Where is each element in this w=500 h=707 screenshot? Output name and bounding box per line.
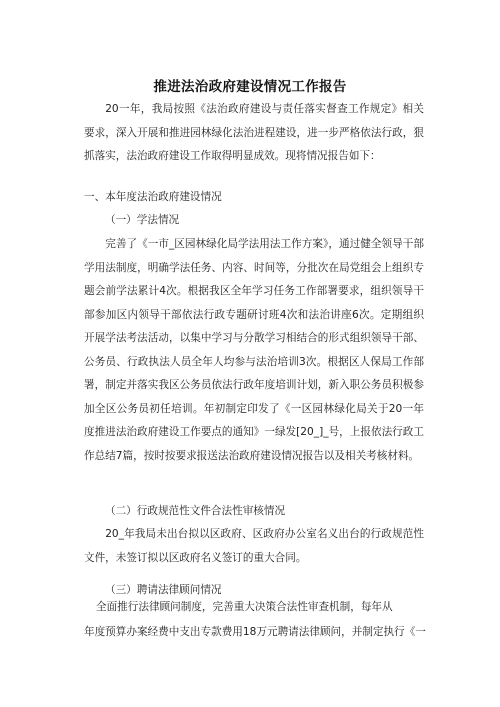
normative-docs-paragraph: 20_年我局未出台拟以区政府、区政府办公室名义出台的行政规范性文件，未签订拟以区政府名义签订的重大合同。 [84, 528, 424, 564]
section-heading: 一、本年度法治政府建设情况 [84, 191, 222, 203]
study-paragraph: 完善了《一市_区园林绿化局学法用法工作方案》，通过健全领导干部学用法制度，明确学法任务、内容、时间等，分批次在局党组会上组织专题会前学法累计4次。根据我区全年学习任务工作部署要求，组织领导干部参加区内领导干部依法行政专题研讨班4次和法治讲座6次。定期组织开展学法考法活动，以集中学习与分散学习相结合的形式组织领导干部、公务员、行政执法人员全年人均参与法治培训3次。根据区人保局工作部署，制定并落实我区公务员依法行政年度培训计划，新入职公务员积极参加全区公务员初任培训。年初制定印发了《一区园林绿化局关于20一年度推进法治政府建设工作要点的通知》一绿发[20_]_号，上报依法行政工作总结7篇，按时按要求报送法治政府建设情况报告以及相关考核材料。 [84, 238, 424, 462]
legal-counsel-line-1: 全面推行法律顾问制度，完善重大决策合法性审查机制，每年从 [96, 601, 393, 613]
subsection-heading-study: （一）学法情况 [105, 214, 180, 226]
page-title: 推进法治政府建设情况工作报告 [153, 79, 347, 95]
intro-paragraph: 20一年，我局按照《法治政府建设与责任落实督查工作规定》相关要求，深入开展和推进园林绿化法治进程建设，进一步严格依法行政，狠抓落实，法治政府建设工作取得明显成效。现将情况报告如下： [84, 103, 424, 162]
subsection-heading-normative-docs: （二）行政规范性文件合法性审核情况 [105, 505, 286, 517]
legal-counsel-line-2: 年度预算办案经费中支出专款费用18万元聘请法律顾问，并制定执行《一 [84, 626, 426, 638]
subsection-heading-legal-counsel: （三）聘请法律顾问情况 [105, 584, 222, 596]
